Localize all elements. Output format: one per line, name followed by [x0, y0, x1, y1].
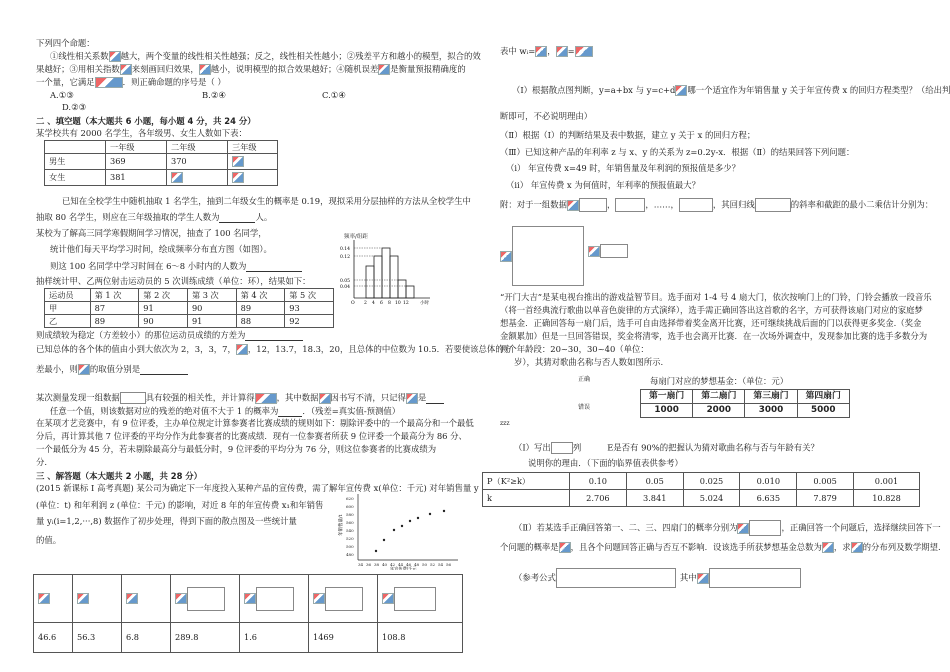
- question-2-body: 统计他们每天平均学习时间，绘成频率分布直方图（如图）。: [50, 244, 272, 254]
- table-cell: 93: [285, 302, 334, 315]
- x-tick: 52: [430, 562, 436, 567]
- answer-blank: [278, 416, 302, 417]
- formula-image: [120, 64, 132, 75]
- table-cell: 1469: [309, 623, 378, 653]
- x-tick: 44: [398, 562, 404, 567]
- table-cell: 370: [167, 154, 228, 170]
- histogram-bar: [398, 280, 406, 298]
- scatter-point: [417, 517, 419, 519]
- table-cell: 二年级: [167, 141, 228, 154]
- choice-a: A.①③: [50, 90, 74, 100]
- y-tick: 620: [346, 496, 354, 501]
- question-3: 抽样统计甲、乙两位射击运动员的 5 次训练成绩（单位：环），结果如下：: [36, 276, 311, 286]
- table-cell: 90: [187, 302, 236, 315]
- section-3-title: 三 、解答题（本大题共 2 小题，共 28 分）: [36, 471, 203, 481]
- formula-image: [559, 542, 571, 553]
- x-tick: 50: [422, 562, 428, 567]
- formula-image: [232, 172, 244, 183]
- x-axis-label: 年宣传费/千元: [390, 566, 417, 570]
- question-6: 在某项才艺竞赛中，有 9 位评委，主办单位规定计算参赛者比赛成绩的规则如下：剔除评委中的一个最高分和一个最低: [36, 418, 474, 428]
- x-tick: 10: [395, 301, 401, 306]
- formula-image: [171, 172, 183, 183]
- table-cell: 0.010: [740, 473, 797, 490]
- formula-box: [512, 226, 584, 286]
- formula-image: [567, 200, 579, 211]
- q7-part-3: （Ⅲ）已知这种产品的年利率 z 与 x、y 的关系为 z=0.2y-x．根据（Ⅱ）的结果回答下列问题：: [500, 147, 855, 157]
- formula-image: [737, 523, 749, 534]
- x-tick: 40: [382, 562, 388, 567]
- y-tick: 0.12: [340, 255, 351, 260]
- table-cell: 90: [139, 315, 188, 328]
- fund-table: [640, 389, 850, 418]
- table-cell: 男生: [45, 154, 106, 170]
- table-cell: 第 5 次: [285, 289, 334, 302]
- table-cell: [122, 575, 171, 623]
- scatter-points: [375, 510, 445, 552]
- q-line: 果越好；③用相关指数 来刻画回归效果， 越小，说明模型的拟合效果越好；④随机误差 是衡量预报精确度的: [36, 64, 466, 74]
- question-8-body: 岁），其猜对歌曲名称与否人数如图所示.: [514, 357, 664, 367]
- q7-part-2: （Ⅱ）根据（Ⅰ）的判断结果及表中数据，建立 y 关于 x 的回归方程；: [500, 130, 756, 140]
- question-8-body: 金额累加）但是一旦回答错误，奖金将清零，选手也会离开比赛．在一次场外调查中，发现参加比赛的选手多数分为: [500, 331, 928, 341]
- q8-part-2: （Ⅱ）若某选手正确回答第一、二、三、四扇门的概率分别为 ，正确回答一个问题后，选择继续回答下一: [514, 520, 941, 536]
- formula-box: [679, 198, 713, 212]
- formula-image: [175, 593, 187, 604]
- table-cell: 91: [139, 302, 188, 315]
- question-1-ask: 抽取 80 名学生，则应在三年级抽取的学生人数为 人。: [36, 212, 273, 222]
- formula-image: [406, 393, 418, 404]
- x-tick: 42: [390, 562, 396, 567]
- scatter-plot: [334, 488, 462, 570]
- x-tick: 2: [364, 301, 367, 306]
- table-cell: 第二扇门: [693, 390, 745, 404]
- table-cell: 92: [285, 315, 334, 328]
- table-cell: 89: [90, 315, 139, 328]
- table-cell: 289.8: [171, 623, 240, 653]
- question-8: “开门大吉”是某电视台推出的游戏益智节目。选手面对 1-4 号 4 扇大门，依次按响门上的门铃，门铃会播放一段音乐: [500, 292, 932, 302]
- table-cell: 乙: [45, 315, 91, 328]
- grade-table: [44, 140, 278, 186]
- formula-image: [378, 64, 390, 75]
- table-cell: [240, 575, 309, 623]
- table-cell: [228, 154, 278, 170]
- question-2-ask: 则这 100 名同学中学习时间在 6～8 小时内的人数为: [50, 261, 302, 272]
- formula-image: [697, 573, 709, 584]
- formula-image: [575, 46, 593, 57]
- question-7-body: (单位：t) 和年利润 z (单位：千元) 的影响，对近 8 年的年宣传费 x₁和年销售: [36, 500, 324, 510]
- histogram-bar: [406, 286, 414, 298]
- formula-box: [709, 568, 801, 588]
- table-cell: 3000: [745, 404, 797, 418]
- x-tick: 46: [406, 562, 412, 567]
- question-5: 某次测量发现一组数据 具有较强的相关性，并计算得 ，其中数据 因书写不清，只记得 是: [36, 392, 444, 404]
- formula-image: [255, 393, 277, 404]
- table-cell: k: [483, 490, 570, 507]
- x-tick: 36: [366, 562, 372, 567]
- table-cell: 运动员: [45, 289, 91, 302]
- formula-image: [77, 593, 89, 604]
- question-8-body: 想基金．正确回答每一扇门后，选手可自由选择带着奖金离开比赛，还可继续挑战后面的门以获得更多奖金.（奖金: [500, 318, 922, 328]
- x-axis-label: 小时: [420, 301, 429, 306]
- table-cell: 甲: [45, 302, 91, 315]
- table-cell: [228, 170, 278, 186]
- formula-box: [256, 587, 294, 611]
- q7-part-3-ii: （ii） 年宣传费 x 为何值时，年利率的预报值最大？: [506, 180, 700, 190]
- frequency-histogram: [338, 228, 438, 306]
- q8-part-1-note: 说明你的理由．（下面的临界值表供参考）: [528, 458, 683, 468]
- x-tick: 34: [358, 562, 364, 567]
- table-cell: 0.001: [854, 473, 920, 490]
- answer-blank: [246, 271, 302, 272]
- formula-image: [319, 393, 331, 404]
- y-tick: 0.05: [340, 279, 351, 284]
- histogram-bars: [366, 248, 414, 298]
- scatter-point: [375, 550, 377, 552]
- y-tick: 0.14: [340, 247, 351, 252]
- x-tick: 56: [446, 562, 452, 567]
- table-cell: 46.6: [34, 623, 73, 653]
- q-intro: 下列四个命题：: [36, 38, 95, 48]
- formula-image: [675, 85, 687, 96]
- table-cell: [171, 575, 240, 623]
- answer-blank: [426, 403, 444, 404]
- table-cell: 0.025: [683, 473, 740, 490]
- answer-blank: [245, 340, 303, 341]
- table-cell: 108.8: [378, 623, 463, 653]
- x-tick: 4: [372, 301, 375, 306]
- formula-image: [95, 77, 123, 88]
- table-cell: 5.024: [683, 490, 740, 507]
- question-7-body: 量 yᵢ(i=1,2,···,8) 数据作了初步处理，得到下面的散点图及一些统计量: [36, 516, 297, 526]
- question-6-end: 分.: [36, 457, 48, 467]
- table-cell: 第 4 次: [236, 289, 285, 302]
- y-tick: 520: [346, 536, 354, 541]
- table-cell: 6.635: [740, 490, 797, 507]
- question-2: 某校为了解高三同学寒假期间学习情况，抽查了 100 名同学，: [36, 228, 267, 238]
- formula-image-block: [500, 226, 584, 286]
- table-cell: [378, 575, 463, 623]
- choice-d: D.②③: [62, 102, 87, 112]
- answer-blank: [140, 374, 188, 375]
- table-cell: 三年级: [228, 141, 278, 154]
- formula-box: [749, 520, 781, 536]
- question-8-body: （将一首经典流行歌曲以单音色旋律的方式演绎），选手需正确回答出这首歌的名字，方可获得该扇门对应的家庭梦: [500, 305, 923, 315]
- y-tick: 540: [346, 528, 354, 533]
- statistics-table: [33, 574, 463, 653]
- x-tick: 54: [438, 562, 444, 567]
- formula-box: [394, 587, 436, 611]
- formula-box: [579, 198, 607, 212]
- table-cell: P（K²≥k）: [483, 473, 570, 490]
- section-2-title: 二 、填空题（本大题共 6 小题，每小题 4 分，共 24 分）: [36, 116, 256, 126]
- q7-wi-def: 表中 wᵢ= ， =: [500, 46, 593, 57]
- formula-box: [187, 587, 225, 611]
- choice-c: C.①④: [322, 90, 346, 100]
- question-6-ask: 一个最低分为 45 分，若未剔除最高分与最低分时，9 位评委的平均分为 76 分，则这位参赛者的比赛成绩为: [36, 444, 437, 454]
- table-cell: 第 3 次: [187, 289, 236, 302]
- table-cell: 第 1 次: [90, 289, 139, 302]
- q-line: 一个量，它满足 ．则正确命题的序号是（ ）: [36, 77, 226, 87]
- question-7-body: 的值。: [36, 535, 62, 545]
- histogram-bar: [390, 256, 398, 298]
- wrong-label: 错误: [578, 404, 591, 411]
- critical-value-table: [482, 472, 920, 507]
- formula-image: [851, 542, 863, 553]
- x-tick: 48: [414, 562, 420, 567]
- formula-image: [382, 593, 394, 604]
- formula-image: [78, 364, 90, 375]
- formula-image: [199, 64, 211, 75]
- table-cell: 91: [187, 315, 236, 328]
- question-8-body: 两个年龄段：20~30，30~40（单位：: [500, 344, 649, 354]
- q8-part-1: （Ⅰ）写出 列 E是否有 90%的把握认为猜对歌曲名称与否与年龄有关？: [514, 442, 819, 453]
- formula-box: [615, 198, 645, 212]
- q-line: ①线性相关系数 越大，两个变量的线性相关性越强；反之，线性相关性越小；②残差平方和越小的模型，拟合的效: [50, 51, 481, 61]
- formula-image: [588, 246, 600, 257]
- formula-box: [551, 442, 573, 454]
- choice-b: B.②④: [202, 90, 226, 100]
- q8-reference: （参考公式 其中: [514, 568, 801, 588]
- scatter-point: [401, 525, 403, 527]
- table-cell: [45, 141, 106, 154]
- formula-box: [556, 568, 676, 588]
- y-axis-label: 频率/组距: [344, 234, 368, 240]
- y-tick: 580: [346, 512, 354, 517]
- y-ticks: [346, 496, 354, 557]
- histogram-bar: [382, 248, 390, 298]
- x-tick: 12: [403, 301, 409, 306]
- shooting-table: [44, 288, 334, 328]
- table-cell: 1.6: [240, 623, 309, 653]
- table-cell: 0.005: [797, 473, 854, 490]
- y-tick: 600: [346, 504, 354, 509]
- q7-appendix: 附：对于一组数据 ， ，……， ，其回归线 的斜率和截距的最小二乘估计分别为：: [500, 198, 933, 212]
- question-1: 某学校共有 2000 名学生，各年级男、女生人数如下表：: [36, 128, 247, 138]
- table-cell: 10.828: [854, 490, 920, 507]
- table-cell: 2.706: [570, 490, 627, 507]
- table-cell: 3.841: [626, 490, 683, 507]
- table-cell: 7.879: [797, 490, 854, 507]
- formula-box: [755, 198, 791, 212]
- formula-image-block: [588, 244, 628, 258]
- scatter-point: [383, 539, 385, 541]
- table-cell: 87: [90, 302, 139, 315]
- question-5-ask: 任意一个值，则该数据对应的残差的绝对值不大于 1 的概率为 ．（残差=真实值-预测值）: [50, 406, 401, 416]
- formula-image: [313, 593, 325, 604]
- y-tick: 500: [346, 544, 354, 549]
- table-cell: 6.8: [122, 623, 171, 653]
- question-4: 已知总体的各个体的值由小到大依次为 2，3，3，7， ，12，13.7，18.3，20，且总体的中位数为 10.5．若要使该总体的方: [36, 344, 513, 354]
- fund-table-title: 每扇门对应的梦想基金：（单位：元）: [650, 376, 789, 386]
- histogram-bar: [366, 266, 374, 298]
- q7-part-1-end: 断即可，不必说明理由）: [500, 111, 593, 121]
- scatter-point: [393, 529, 395, 531]
- table-cell: 5000: [797, 404, 849, 418]
- table-cell: 369: [106, 154, 167, 170]
- formula-image: [822, 542, 834, 553]
- table-cell: 0.05: [626, 473, 683, 490]
- correct-label: 正确: [578, 376, 591, 383]
- scatter-point: [443, 510, 445, 512]
- table-cell: [34, 575, 73, 623]
- table-cell: 381: [106, 170, 167, 186]
- question-7: (2015 新课标 I 高考真题) 某公司为确定下一年度投入某种产品的宣传费，需了解年宣传费 x(单位：千元) 对年销售量 y: [36, 483, 479, 493]
- table-cell: [309, 575, 378, 623]
- table-cell: 2000: [693, 404, 745, 418]
- y-tick: 560: [346, 520, 354, 525]
- q8-part-2-body: 个问题的概率是 ，且各个问题回答正确与否互不影响．设该选手所获梦想基金总数为 ，求 的分布列及数学期望.: [500, 542, 941, 552]
- formula-box: [600, 244, 628, 258]
- x-tick: O: [351, 301, 355, 306]
- y-tick: 0.04: [340, 285, 351, 290]
- question-6-body: 分后，再计算其他 7 位评委的平均分作为此参赛者的比赛成绩．现有一位参赛者所获 9 位评委一个最高分为 86 分、: [36, 431, 467, 441]
- table-cell: 第三扇门: [745, 390, 797, 404]
- formula-image: [236, 344, 248, 355]
- table-cell: 第 2 次: [139, 289, 188, 302]
- formula-image: [109, 51, 121, 62]
- table-cell: [167, 170, 228, 186]
- formula-image: [535, 46, 547, 57]
- x-tick: 8: [388, 301, 391, 306]
- scatter-point: [429, 513, 431, 515]
- table-cell: 女生: [45, 170, 106, 186]
- formula-image: [500, 251, 512, 262]
- table-cell: 第四扇门: [797, 390, 849, 404]
- formula-box: [120, 392, 146, 404]
- formula-image: [126, 593, 138, 604]
- table-cell: 一年级: [106, 141, 167, 154]
- formula-image: [38, 593, 50, 604]
- table-cell: 1000: [641, 404, 693, 418]
- table-cell: 88: [236, 315, 285, 328]
- q7-part-1: （Ⅰ）根据散点图判断，y=a+bx 与 y=c+d 哪一个适宜作为年销售量 y 关于年宣传费 x 的回归方程类型？（给出判: [512, 85, 950, 95]
- question-1-body: 已知在全校学生中随机抽取 1 名学生，抽到二年级女生的概率是 0.19，现拟采用分层抽样的方法从全校学生中: [62, 196, 471, 206]
- table-cell: 56.3: [73, 623, 122, 653]
- table-cell: 89: [236, 302, 285, 315]
- x-tick: 38: [374, 562, 380, 567]
- question-4-ask: 差最小，则 的取值分别是: [36, 364, 188, 375]
- y-axis-label: 年销售量/t: [339, 514, 344, 536]
- y-tick: 480: [346, 552, 354, 557]
- histogram-bar: [374, 256, 382, 298]
- formula-image: [244, 593, 256, 604]
- formula-image: [556, 46, 568, 57]
- zzz-label: zzz: [500, 420, 510, 427]
- answer-blank: [219, 222, 255, 223]
- x-tick: 6: [380, 301, 383, 306]
- table-cell: 第一扇门: [641, 390, 693, 404]
- formula-image: [232, 156, 244, 167]
- formula-box: [325, 587, 363, 611]
- q7-part-3-i: （i） 年宣传费 x=49 时，年销售量及年利润的预报值是多少？: [506, 163, 741, 173]
- scatter-point: [409, 520, 411, 522]
- table-cell: [73, 575, 122, 623]
- table-cell: 0.10: [570, 473, 627, 490]
- question-3-ask: 则成绩较为稳定（方差较小）的那位运动员成绩的方差为: [36, 330, 303, 341]
